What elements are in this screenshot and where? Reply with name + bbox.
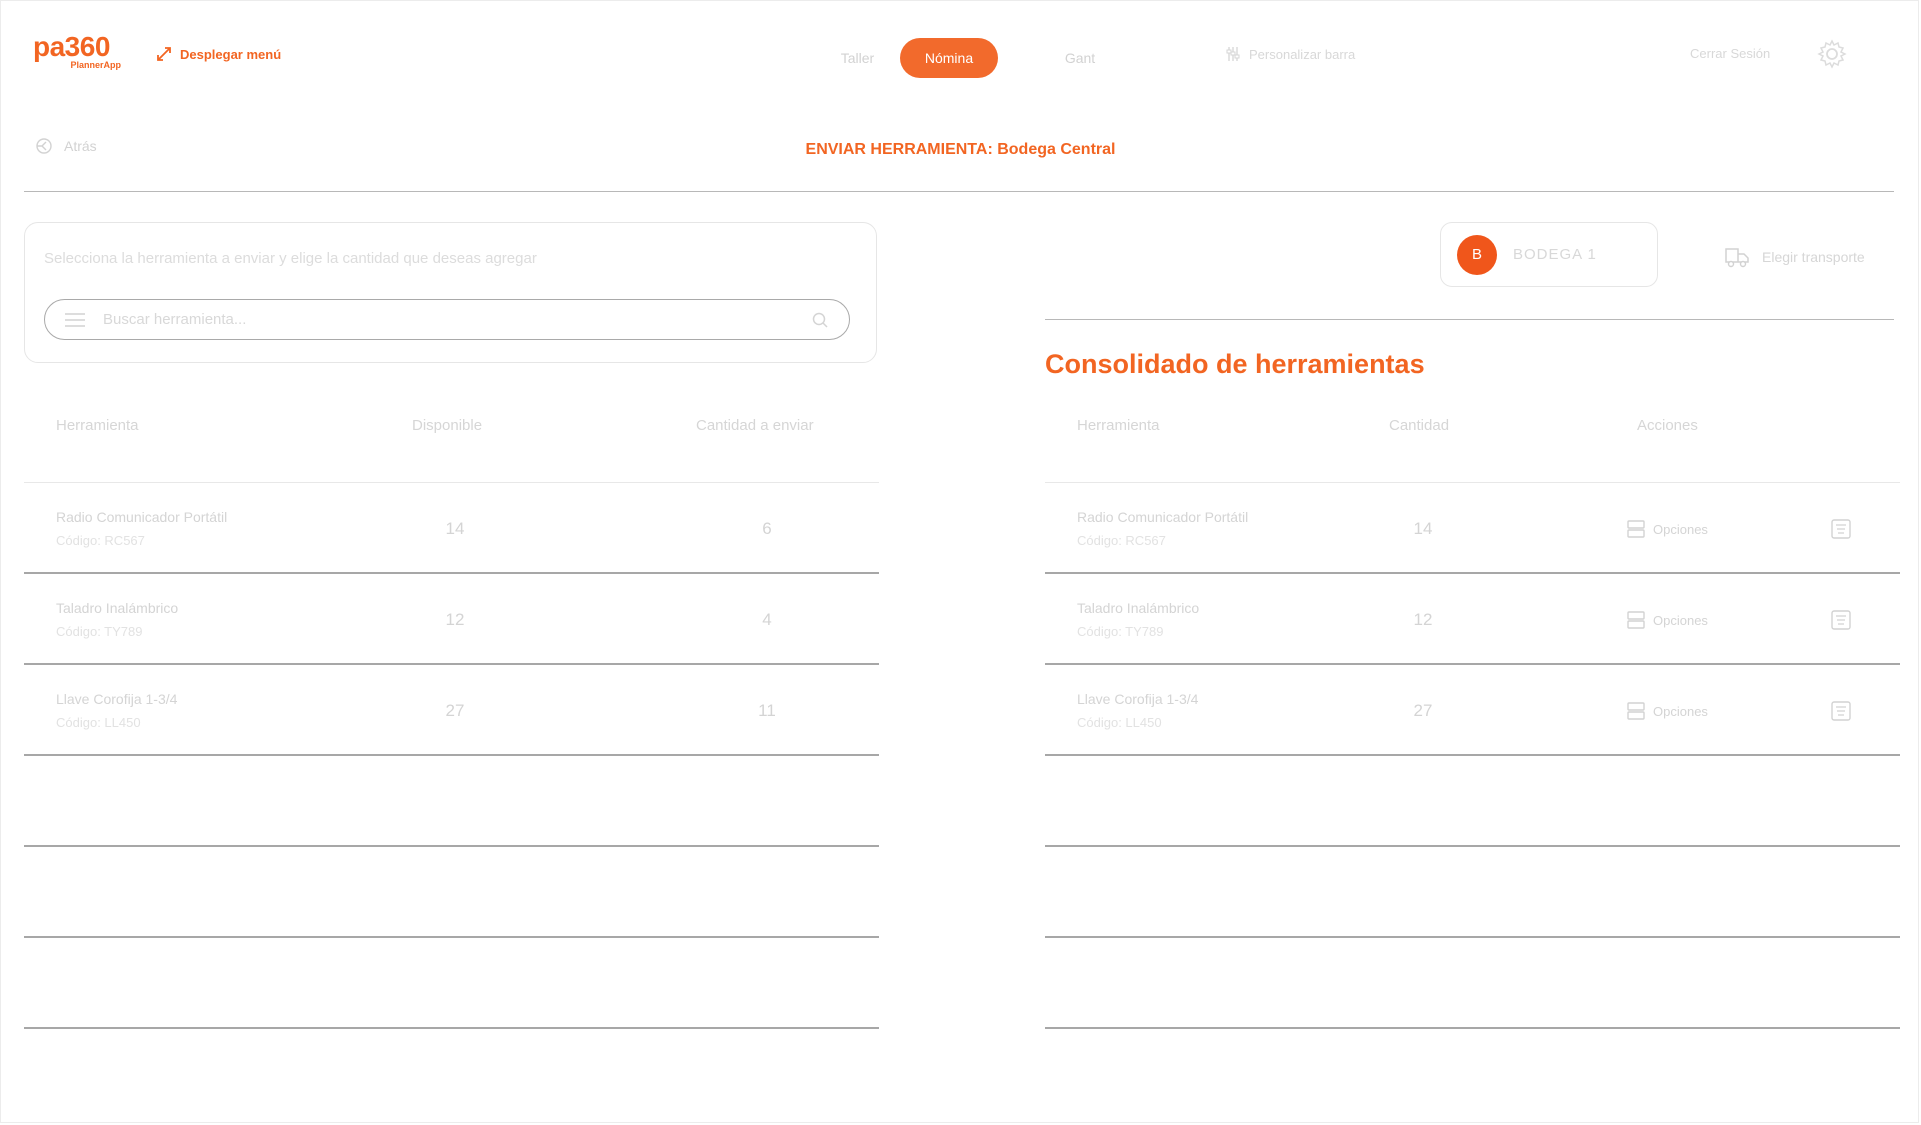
tool-name: Taladro Inalámbrico (1077, 600, 1200, 616)
delete-icon[interactable] (1831, 519, 1851, 539)
options-button[interactable] (1627, 702, 1708, 720)
col-header-quantity: Cantidad (1389, 417, 1450, 434)
quantity-value: 27 (1413, 701, 1433, 720)
avatar: B (1457, 235, 1497, 275)
choose-transport-label: Elegir transporte (1762, 249, 1865, 265)
options-label: Opciones (1653, 521, 1708, 537)
customize-bar-button[interactable] (1225, 46, 1355, 62)
table-header-divider (1045, 482, 1900, 483)
options-icon (1627, 611, 1645, 629)
row-divider (24, 663, 879, 665)
delete-icon[interactable] (1831, 701, 1851, 721)
truck-icon (1724, 246, 1750, 268)
delete-icon[interactable] (1831, 610, 1851, 630)
destination-name: BODEGA 1 (1513, 246, 1597, 263)
tool-code: Código: RC567 (1077, 533, 1166, 548)
settings-button[interactable] (1816, 38, 1848, 70)
quantity-value[interactable]: 11 (758, 701, 776, 720)
table-row[interactable] (56, 509, 227, 548)
search-icon[interactable] (811, 311, 829, 329)
customize-bar-label: Personalizar barra (1249, 46, 1356, 62)
search-panel (24, 222, 877, 363)
table-row[interactable] (56, 600, 178, 639)
options-label: Opciones (1653, 703, 1708, 719)
tool-name: Radio Comunicador Portátil (1077, 509, 1249, 525)
options-icon (1627, 520, 1645, 538)
quantity-value[interactable]: 6 (762, 519, 772, 538)
table-row[interactable] (1077, 600, 1199, 639)
table-row[interactable] (1077, 691, 1198, 730)
tool-code: Código: TY789 (56, 624, 143, 639)
tool-code: Código: RC567 (56, 533, 145, 548)
header-divider (24, 191, 1894, 192)
tab-taller[interactable]: Taller (840, 50, 875, 66)
available-value: 27 (445, 701, 465, 720)
col-header-tool: Herramienta (1077, 417, 1160, 434)
table-row[interactable] (1077, 509, 1248, 548)
tool-name: Taladro Inalámbrico (56, 600, 179, 616)
options-icon (1627, 702, 1645, 720)
row-divider (1045, 845, 1900, 847)
col-header-tool: Herramienta (56, 417, 139, 434)
row-divider (1045, 572, 1900, 574)
row-divider (24, 572, 879, 574)
available-value: 12 (445, 610, 465, 629)
quantity-value[interactable]: 4 (762, 610, 772, 629)
expand-arrows-icon (156, 46, 172, 62)
tool-name: Llave Corofija 1-3/4 (56, 691, 178, 707)
search-instruction: Selecciona la herramienta a enviar y elige la cantidad que deseas agregar (44, 250, 537, 267)
row-divider (24, 754, 879, 756)
tool-code: Código: TY789 (1077, 624, 1164, 639)
page-title: ENVIAR HERRAMIENTA: Bodega Central (805, 141, 1116, 158)
tool-code: Código: LL450 (56, 715, 141, 730)
expand-menu-label: Desplegar menú (180, 46, 282, 62)
menu-icon (65, 313, 85, 327)
logout-button[interactable]: Cerrar Sesión (1690, 46, 1771, 61)
search-box[interactable] (44, 299, 850, 340)
col-header-send-qty: Cantidad a enviar (696, 417, 814, 434)
col-header-available: Disponible (412, 417, 483, 434)
row-divider (1045, 663, 1900, 665)
brand-logo[interactable]: pa360 PlannerApp (33, 31, 121, 70)
options-button[interactable] (1627, 611, 1708, 629)
row-divider (1045, 1027, 1900, 1029)
options-button[interactable] (1627, 520, 1708, 538)
row-divider (1045, 754, 1900, 756)
tool-name: Llave Corofija 1-3/4 (1077, 691, 1199, 707)
row-divider (24, 1027, 879, 1029)
choose-transport-button[interactable] (1724, 246, 1865, 268)
row-divider (24, 845, 879, 847)
search-input[interactable] (101, 310, 785, 329)
table-row[interactable] (56, 691, 177, 730)
available-value: 14 (445, 519, 465, 538)
row-divider (1045, 936, 1900, 938)
tab-nomina[interactable]: Nómina (900, 38, 998, 78)
col-header-actions: Acciones (1637, 417, 1698, 434)
consolidated-divider (1045, 319, 1894, 320)
sliders-icon (1225, 46, 1241, 62)
consolidated-title: Consolidado de herramientas (1045, 349, 1425, 379)
expand-menu-button[interactable] (156, 44, 281, 64)
table-header-divider (24, 482, 879, 483)
quantity-value: 14 (1413, 519, 1433, 538)
quantity-value: 12 (1413, 610, 1433, 629)
tab-gant[interactable]: Gant (1064, 50, 1096, 66)
gear-icon (1816, 38, 1848, 70)
tool-code: Código: LL450 (1077, 715, 1162, 730)
destination-card[interactable] (1440, 222, 1658, 287)
options-label: Opciones (1653, 612, 1708, 628)
row-divider (24, 936, 879, 938)
tool-name: Radio Comunicador Portátil (56, 509, 228, 525)
back-label: Atrás (64, 138, 97, 154)
